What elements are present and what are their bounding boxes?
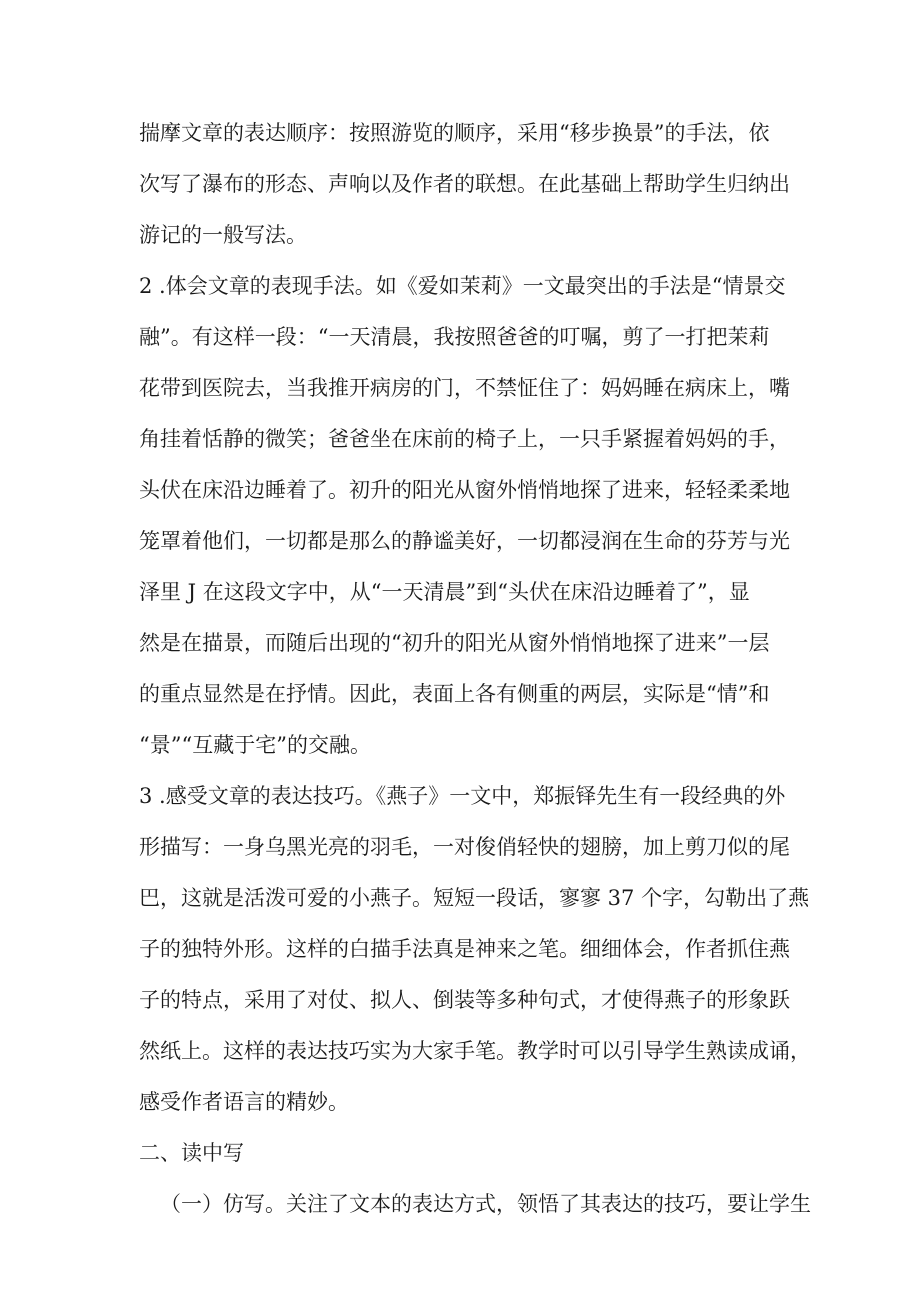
paragraph-line: （一）仿写。关注了文本的表达方式，领悟了其表达的技巧，要让学生 bbox=[160, 1192, 811, 1216]
paragraph-line: 花带到医院去，当我推开病房的门，不禁怔住了：妈妈睡在病床上，嘴 bbox=[139, 376, 790, 400]
paragraph-line: 次写了瀑布的形态、声响以及作者的联想。在此基础上帮助学生归纳出 bbox=[139, 172, 790, 196]
paragraph-line: 融”。有这样一段：“一天清晨，我按照爸爸的叮嘱，剪了一打把茉莉 bbox=[139, 325, 770, 349]
paragraph-line: 的重点显然是在抒情。因此，表面上各有侧重的两层，实际是“情”和 bbox=[139, 682, 770, 706]
paragraph-line: 游记的一般写法。 bbox=[139, 223, 307, 247]
paragraph-line: 泽里 J 在这段文字中，从“一天清晨”到“头伏在床沿边睡着了”，显 bbox=[139, 580, 750, 604]
paragraph-line: 巴，这就是活泼可爱的小燕子。短短一段话，寥寥 37 个字，勾勒出了燕 bbox=[139, 886, 810, 910]
paragraph-line: 笼罩着他们，一切都是那么的静谧美好，一切都浸润在生命的芬芳与光 bbox=[139, 529, 790, 553]
paragraph-line: 形描写：一身乌黑光亮的羽毛，一对俊俏轻快的翅膀，加上剪刀似的尾 bbox=[139, 835, 790, 859]
paragraph-line: 揣摩文章的表达顺序：按照游览的顺序，采用“移步换景”的手法，依 bbox=[139, 121, 770, 145]
paragraph-line: 然是在描景，而随后出现的“初升的阳光从窗外悄悄地探了进来”一层 bbox=[139, 631, 770, 655]
paragraph-line: 头伏在床沿边睡着了。初升的阳光从窗外悄悄地探了进来，轻轻柔柔地 bbox=[139, 478, 790, 502]
paragraph-line: 角挂着恬静的微笑；爸爸坐在床前的椅子上，一只手紧握着妈妈的手， bbox=[139, 427, 790, 451]
paragraph-line: 3 .感受文章的表达技巧。《燕子》一文中，郑振铎先生有一段经典的外 bbox=[139, 784, 786, 808]
paragraph-line: “景”“互藏于宅”的交融。 bbox=[139, 733, 371, 757]
paragraph-line: 子的独特外形。这样的白描手法真是神来之笔。细细体会，作者抓住燕 bbox=[139, 937, 790, 961]
section-heading: 二、读中写 bbox=[139, 1141, 244, 1165]
paragraph-line: 感受作者语言的精妙。 bbox=[139, 1090, 349, 1114]
paragraph-line: 然纸上。这样的表达技巧实为大家手笔。教学时可以引导学生熟读成诵， bbox=[139, 1039, 811, 1063]
paragraph-line: 2 .体会文章的表现手法。如《爱如茉莉》一文最突出的手法是“情景交 bbox=[139, 274, 786, 298]
paragraph-line: 子的特点，采用了对仗、拟人、倒装等多种句式，才使得燕子的形象跃 bbox=[139, 988, 790, 1012]
